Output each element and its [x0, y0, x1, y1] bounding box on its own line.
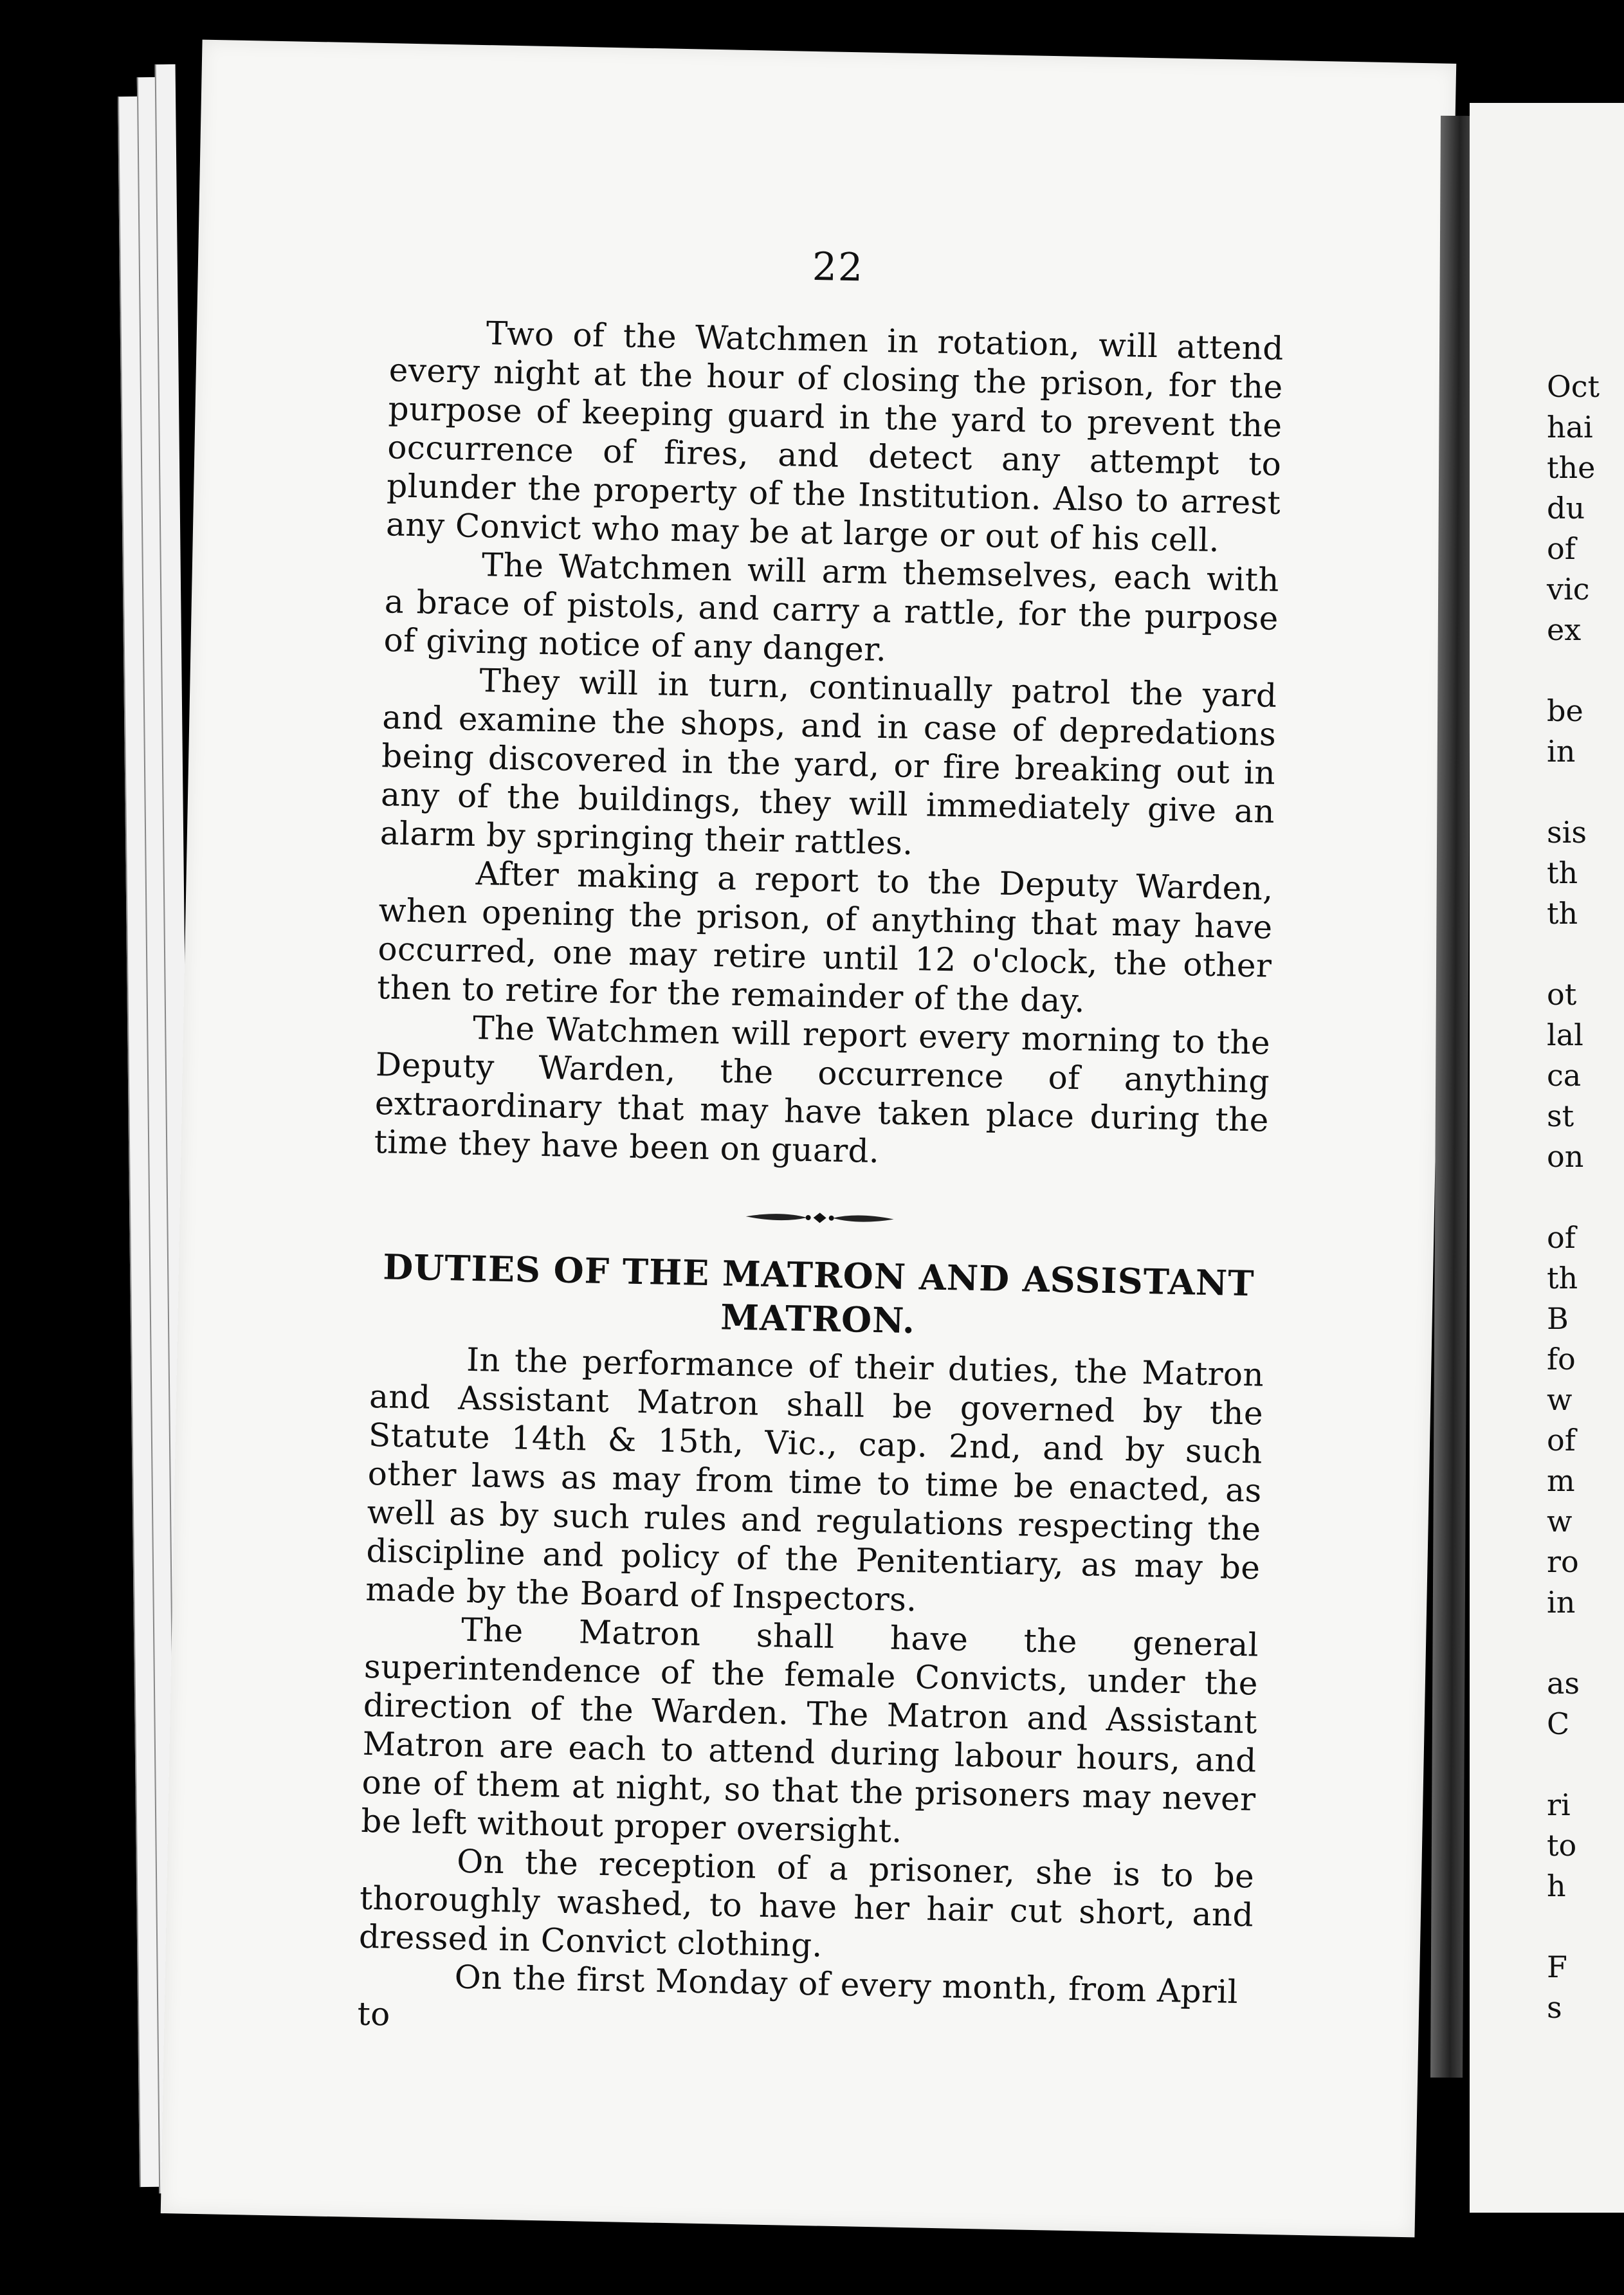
facing-page-text-fragments [1547, 367, 1600, 2028]
fragment: of [1547, 1423, 1576, 1458]
fragment: fo [1547, 1342, 1576, 1376]
fragment: the [1547, 450, 1596, 485]
matron-section [357, 1339, 1264, 2050]
fragment: s [1547, 1990, 1562, 2025]
fragment: F [1547, 1950, 1567, 1984]
paragraph: They will in turn, continually patrol the yard and examine the shops, and in case of depredations being discovered in the yard, or fire breaking out in any of the buildings, they will immediately give an alarm by springing their rattles. [379, 662, 1277, 863]
page-content [357, 236, 1285, 2050]
paragraph: On the reception of a prisoner, she is to be thoroughly washed, to have her hair cut short, and dressed in Convict clothing. [358, 1842, 1255, 1964]
fragment: C [1547, 1706, 1570, 1741]
fragment: be [1547, 693, 1583, 728]
paragraph: After making a report to the Deputy Warden, when opening the prison, of anything that may have occurred, one may retire until 12 o'clock, the other then to retire for the remainder of the day. [376, 855, 1274, 1020]
fragment: on [1547, 1139, 1584, 1174]
fragment [1547, 934, 1600, 974]
paragraph: The Matron shall have the general superintendence of the female Convicts, under the direction of the Warden. The Matron and Assistant Matron are each to attend during labour hours, and one of them at night, so that the prisoners may never be left without proper oversight. [360, 1611, 1259, 1850]
fragment [1547, 1623, 1600, 1663]
paragraph: Two of the Watchmen in rotation, will attend every night at the hour of closing the prison, for the purpose of keeping guard in the yard to prevent the occurrence of fires, and detect any attempt to plunder the property of the Institution. Also to arrest any Convict who may be at large or out of his cell. [385, 315, 1284, 560]
fragment: in [1547, 734, 1576, 769]
fragment: of [1547, 531, 1576, 566]
fragment: w [1547, 1382, 1573, 1417]
fragment: lal [1547, 1018, 1583, 1052]
paragraph: The Watchmen will report every morning to the Deputy Warden, the occurrence of anything extraordinary that may have taken place during the time they have been on guard. [374, 1009, 1271, 1171]
fragment: st [1547, 1099, 1574, 1133]
fragment: th [1547, 896, 1578, 931]
book-page [161, 40, 1457, 2238]
fragment: in [1547, 1585, 1576, 1620]
fragment: w [1547, 1504, 1573, 1539]
section-heading: DUTIES OF THE MATRON AND ASSISTANT MATRON. [382, 1246, 1255, 1342]
fragment: th [1547, 855, 1578, 890]
fragment: du [1547, 491, 1585, 526]
page-number: 22 [812, 244, 864, 291]
paragraph: On the first Monday of every month, from April to [357, 1958, 1239, 2033]
fragment: h [1547, 1869, 1566, 1903]
fragment: sis [1547, 815, 1587, 850]
fragment: hai [1547, 410, 1593, 444]
fragment [1547, 1177, 1600, 1218]
fragment [1547, 650, 1600, 691]
fragment: vic [1547, 572, 1590, 607]
fragment: m [1547, 1463, 1575, 1498]
fragment: to [1547, 1828, 1577, 1863]
fragment: of [1547, 1220, 1576, 1255]
paragraph: The Watchmen will arm themselves, each with a brace of pistols, and carry a rattle, for the purpose of giving notice of any danger. [383, 546, 1280, 669]
fragment: as [1547, 1666, 1580, 1701]
fragment: th [1547, 1261, 1578, 1295]
fragment: ot [1547, 977, 1577, 1012]
fragment: Oct [1547, 369, 1600, 404]
fragment [1547, 772, 1600, 812]
section-divider-ornament [372, 1200, 1266, 1236]
watchmen-section [374, 312, 1284, 1178]
fragment [1547, 1744, 1600, 1785]
fragment [1547, 1906, 1600, 1947]
fragment: ro [1547, 1544, 1579, 1579]
fragment: ca [1547, 1058, 1582, 1093]
paragraph: In the performance of their duties, the Matron and Assistant Matron shall be governed by the Statute 14th & 15th, Vic., cap. 2nd, and by such other laws as may from time to time be enacted, as well as by such rules and regulations respecting the discipline and policy of the Penitentiary, as may be made by the Board of Inspectors. [365, 1340, 1264, 1619]
fragment: B [1547, 1301, 1569, 1336]
fragment: ri [1547, 1788, 1571, 1822]
fragment: ex [1547, 612, 1582, 647]
